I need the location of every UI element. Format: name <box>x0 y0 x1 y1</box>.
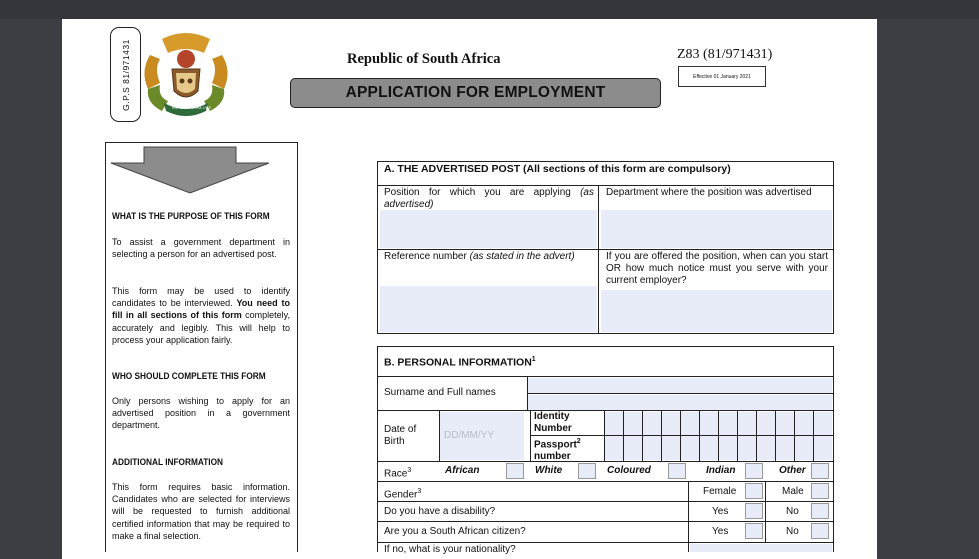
gender-male-checkbox[interactable] <box>811 483 829 499</box>
race-coloured-checkbox[interactable] <box>668 463 686 479</box>
race-african-checkbox[interactable] <box>506 463 524 479</box>
additional-text: This form requires basic information. Candidates who are selected for interviews will be requested to furnish additional certified information that may be required to make a final selection. <box>112 482 290 541</box>
race-white-checkbox[interactable] <box>578 463 596 479</box>
race-option-other: Other <box>779 465 806 476</box>
notice-label: If you are offered the position, when can you start OR how much notice must you serve with your current employer? <box>606 251 828 287</box>
dob-placeholder: DD/MM/YY <box>444 430 494 441</box>
surname-label: Surname and Full names <box>384 387 496 398</box>
race-option-white: White <box>535 465 563 476</box>
gender-option-male: Male <box>782 486 804 497</box>
section-b-heading: B. PERSONAL INFORMATION$^1$ <box>384 356 536 369</box>
form-title: APPLICATION FOR EMPLOYMENT <box>290 78 661 108</box>
race-option-african: African <box>445 465 480 476</box>
nationality-input[interactable] <box>690 544 832 552</box>
disability-yes-label: Yes <box>712 506 729 517</box>
reference-input[interactable] <box>380 286 597 332</box>
surname-input[interactable] <box>528 378 832 393</box>
nationality-label: If no, what is your nationality? <box>384 544 516 555</box>
purpose-heading: WHAT IS THE PURPOSE OF THIS FORM <box>112 211 270 221</box>
id-number-label: Identity Number <box>534 411 572 434</box>
notice-input[interactable] <box>601 290 832 332</box>
country-name: Republic of South Africa <box>347 51 501 67</box>
race-label: Race$^3$ <box>384 467 412 480</box>
section-a-heading: A. THE ADVERTISED POST (All sections of this form are compulsory) <box>384 163 731 175</box>
race-other-checkbox[interactable] <box>811 463 829 479</box>
position-input[interactable] <box>380 210 597 248</box>
gender-label: Gender$^3$ <box>384 488 422 501</box>
gender-option-female: Female <box>703 486 737 497</box>
department-input[interactable] <box>601 210 832 248</box>
disability-label: Do you have a disability? <box>384 506 496 517</box>
fullnames-input[interactable] <box>528 395 832 410</box>
gender-female-checkbox[interactable] <box>745 483 763 499</box>
gp-code-box <box>110 27 141 122</box>
gp-code: G.P.S 81/971431 <box>120 38 131 111</box>
passport-label: Passport$^2$ number <box>534 438 581 463</box>
viewer-toolbar <box>0 0 979 19</box>
effective-date: Effective 01 January 2021 <box>678 66 766 87</box>
who-text: Only persons wishing to apply for an advertised position in a government department. <box>112 396 290 431</box>
form-code: Z83 (81/971431) <box>677 47 773 62</box>
citizen-no-checkbox[interactable] <box>811 523 829 539</box>
usage-text: This form may be used to identify candidates to be interviewed. You need to fill in all sections of this form completely, accurately and legibly. This will help to process your application fairly. <box>112 286 290 345</box>
additional-heading: ADDITIONAL INFORMATION <box>112 457 224 467</box>
position-label: Position for which you are applying (as advertised) <box>384 187 594 211</box>
citizen-label: Are you a South African citizen? <box>384 526 526 537</box>
citizen-yes-label: Yes <box>712 526 729 537</box>
citizen-no-label: No <box>786 526 799 537</box>
race-option-coloured: Coloured <box>607 465 651 476</box>
dob-label: Date of Birth <box>384 424 417 448</box>
citizen-yes-checkbox[interactable] <box>745 523 763 539</box>
department-label: Department where the position was advertised <box>606 187 812 198</box>
disability-no-label: No <box>786 506 799 517</box>
reference-label: Reference number (as stated in the advert) <box>384 251 575 262</box>
id-number-grid <box>604 410 834 461</box>
race-indian-checkbox[interactable] <box>745 463 763 479</box>
purpose-text: To assist a government department in selecting a person for an advertised post. <box>112 237 290 260</box>
race-option-indian: Indian <box>706 465 736 476</box>
disability-yes-checkbox[interactable] <box>745 503 763 519</box>
who-heading: WHO SHOULD COMPLETE THIS FORM <box>112 371 266 381</box>
down-arrow-icon <box>109 145 271 195</box>
disability-no-checkbox[interactable] <box>811 503 829 519</box>
crest-motto: !KE E: /XARRA //KE <box>172 105 212 110</box>
